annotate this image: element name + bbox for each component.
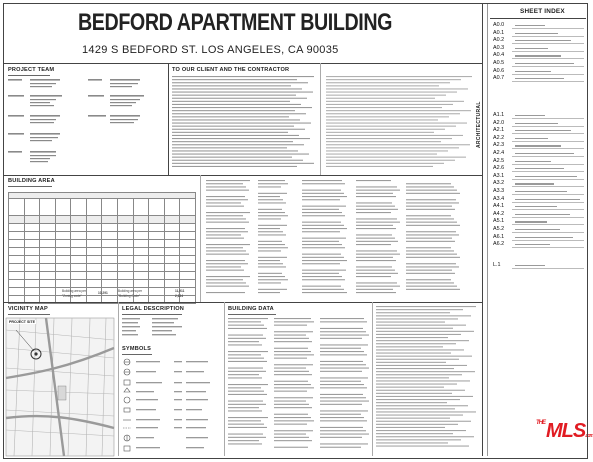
- sheet-code: A2.6: [493, 165, 505, 172]
- building-area-heading: BUILDING AREA: [8, 178, 55, 184]
- zoning-area-value: 10,291: [98, 291, 108, 295]
- legal-description-heading: LEGAL DESCRIPTION: [122, 306, 185, 312]
- code-area-sub: "Building Code": [118, 294, 141, 298]
- sheet-code: A2.1: [493, 127, 505, 134]
- sheet-code: A3.3: [493, 188, 505, 194]
- zoning-area-label: Building area per: [62, 289, 87, 293]
- sheet-code: A2.3: [493, 142, 505, 149]
- sheet-code: A2.2: [493, 134, 505, 141]
- code-area-label: Building area per: [118, 289, 143, 293]
- project-address: 1429 S BEDFORD ST. LOS ANGELES, CA 90035: [82, 44, 339, 56]
- sheet-frame: [3, 3, 588, 459]
- client-contractor-heading: TO OUR CLIENT AND THE CONTRACTOR: [172, 67, 290, 73]
- project-title: BEDFORD APARTMENT BUILDING: [78, 9, 393, 36]
- sheet-code: A5.2: [493, 226, 505, 232]
- vicinity-map-heading: VICINITY MAP: [8, 306, 48, 312]
- symbols-heading: SYMBOLS: [122, 346, 152, 352]
- project-team-heading: PROJECT TEAM: [8, 67, 55, 73]
- sheet-code: A3.1: [493, 172, 505, 179]
- sheet-code: A2.4: [493, 150, 505, 156]
- sheet-code: A0.0: [493, 22, 505, 28]
- building-data-heading: BUILDING DATA: [228, 306, 274, 312]
- architectural-side-label: ARCHITECTURAL: [476, 101, 482, 148]
- sheet-code: A6.2: [493, 241, 505, 248]
- sheet-code: A6.1: [493, 233, 505, 240]
- sheet-code: A4.2: [493, 210, 505, 217]
- sheet-index-title: SHEET INDEX: [520, 8, 565, 15]
- code-area-value-2: 2,184: [175, 294, 183, 298]
- project-site-label: PROJECT SITE: [9, 320, 35, 324]
- sheet-code: A0.4: [493, 52, 505, 59]
- sheet-code: A3.4: [493, 195, 505, 202]
- sheet-code: A0.1: [493, 29, 505, 36]
- sheet-code: A2.0: [493, 119, 505, 126]
- sheet-code: A1.1: [493, 112, 505, 118]
- sheet-code: A0.5: [493, 60, 505, 66]
- code-area-value: 11,911: [175, 289, 185, 293]
- mls-watermark: $^{THE}$MLS.com: [536, 420, 593, 442]
- sheet-code: A5.1: [493, 218, 505, 225]
- sheet-code: A2.5: [493, 157, 505, 164]
- sheet-code: A0.3: [493, 44, 505, 51]
- sheet-code: A0.7: [493, 75, 505, 82]
- zoning-area-sub: "Zoning code": [62, 294, 82, 298]
- sheet-code: A4.1: [493, 203, 505, 210]
- sheet-code: A0.2: [493, 37, 505, 44]
- sheet-code: A3.2: [493, 180, 505, 187]
- sheet-code: L.1: [493, 262, 501, 268]
- sheet-code: A0.6: [493, 67, 505, 74]
